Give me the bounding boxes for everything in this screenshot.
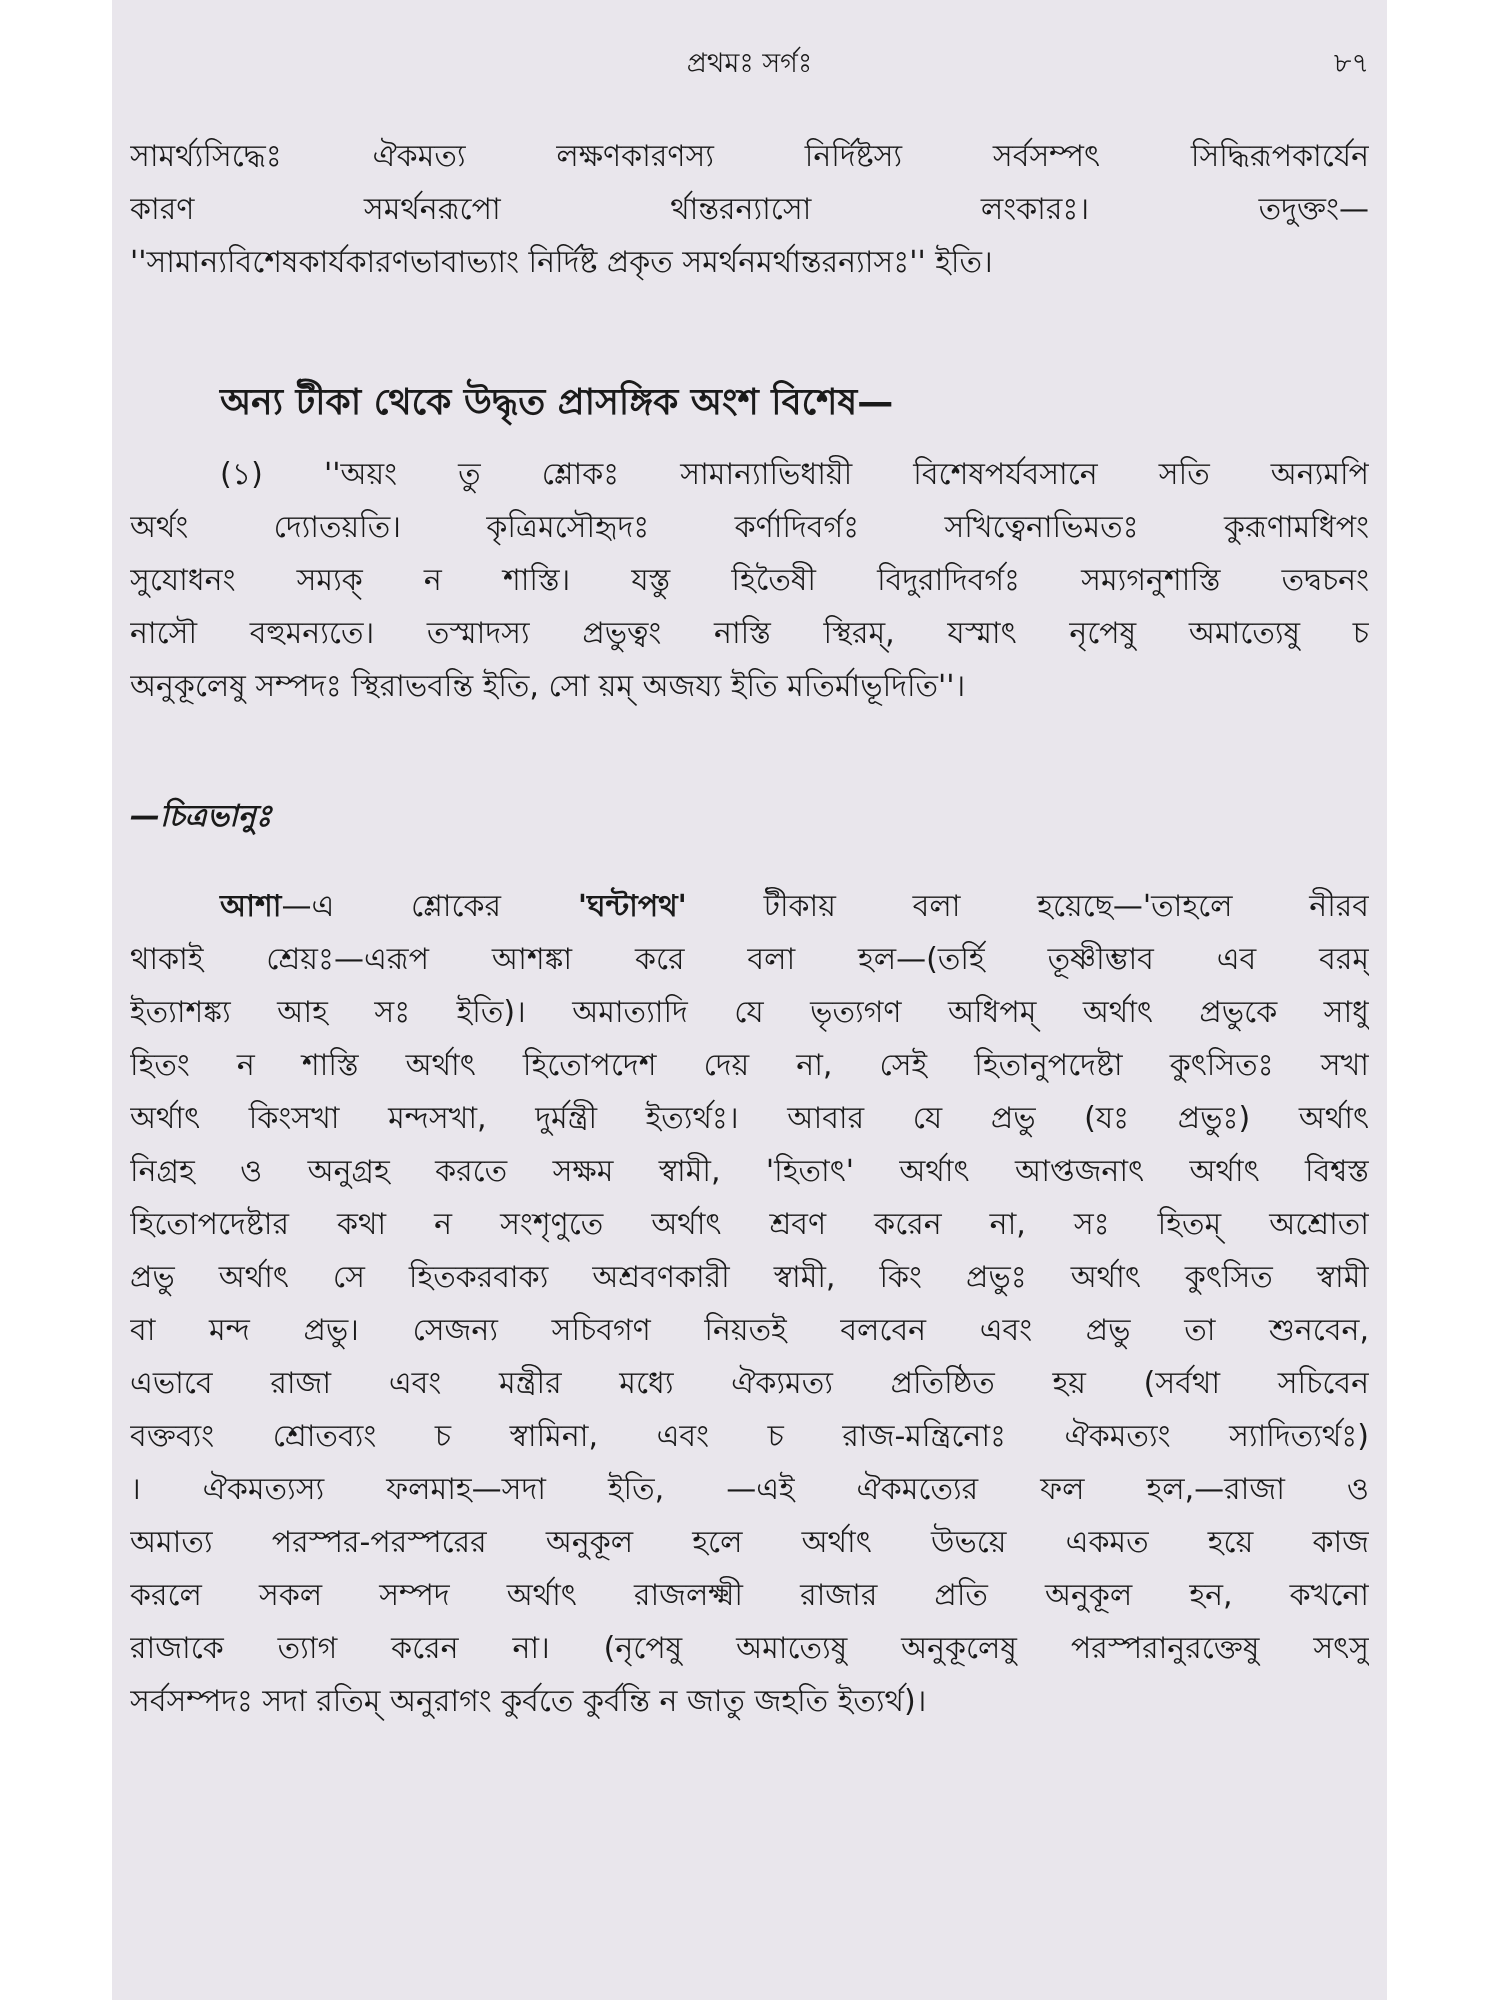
- text-line: কারণ সমর্থনরূপো র্থান্তরন্যাসো লংকারঃ। তদুক্তং—: [130, 192, 1369, 227]
- lead-term: আশা: [220, 889, 282, 924]
- text-line: । ঐকমত্যস্য ফলমাহ—সদা ইতি, —এই ঐকমত্যের ফল হল,—রাজা ও: [130, 1472, 1369, 1507]
- text-line: সামর্থ্যসিদ্ধেঃ ঐকমত্য লক্ষণকারণস্য নির্দিষ্টস্য সর্বসম্পৎ সিদ্ধিরূপকার্যেন: [130, 139, 1369, 174]
- text-line: নাসৌ বহুমন্যতে। তস্মাদস্য প্রভুত্বং নাস্তি স্থিরম্, যস্মাৎ নৃপেষু অমাত্যেষু চ: [130, 616, 1369, 651]
- text-line: [130, 880, 1369, 933]
- text-line: নিগ্রহ ও অনুগ্রহ করতে সক্ষম স্বামী, 'হিতাৎ' অর্থাৎ আপ্তজনাৎ অর্থাৎ বিশ্বস্ত: [130, 1154, 1369, 1189]
- text-line: ইত্যাশঙ্ক্য আহ সঃ ইতি)। অমাত্যাদি যে ভৃত্যগণ অধিপম্ অর্থাৎ প্রভুকে সাধু: [130, 995, 1369, 1030]
- text-line: সর্বসম্পদঃ সদা রতিম্ অনুরাগং কুর্বতে কুর্বন্তি ন জাতু জহতি ইত্যর্থ)।: [130, 1684, 927, 1719]
- text-line: হিতোপদেষ্টার কথা ন সংশৃণুতে অর্থাৎ শ্রবণ করেন না, সঃ হিতম্ অশ্রোতা: [130, 1207, 1369, 1242]
- text-line: সুযোধনং সম্যক্ ন শাস্তি। যস্তু হিতৈষী বিদুরাদিবর্গঃ সম্যগনুশাস্তি তদ্বচনং: [130, 563, 1369, 598]
- paragraph-quoted-commentary: [130, 448, 1369, 713]
- paragraph-sanskrit-commentary: [130, 130, 1369, 289]
- text-line: ''সামান্যবিশেষকার্যকারণভাবাভ্যাং নির্দিষ্ট প্রকৃত সমর্থনমর্থান্তরন্যাসঃ'' ইতি।: [130, 245, 993, 280]
- lead-text: —এ শ্লোকের: [281, 889, 578, 924]
- section-heading: অন্য টীকা থেকে উদ্ধৃত প্রাসঙ্গিক অংশ বিশেষ—: [220, 382, 894, 423]
- text-line: অনুকূলেষু সম্পদঃ স্থিরাভবন্তি ইতি, সো য়ম্ অজয্য ইতি মতির্মাভূদিতি''।: [130, 669, 966, 704]
- quoted-source: 'ঘন্টাপথ': [577, 889, 687, 924]
- text-line: করলে সকল সম্পদ অর্থাৎ রাজলক্ষ্মী রাজার প্রতি অনুকূল হন, কখনো: [130, 1578, 1369, 1613]
- page-header: [130, 42, 1369, 86]
- page-number: ৮৭: [1333, 48, 1369, 79]
- text-line: (১) ''অয়ং তু শ্লোকঃ সামান্যাভিধায়ী বিশেষপর্যবসানে সতি অন্যমপি: [220, 457, 1369, 492]
- running-head: প্রথমঃ সর্গঃ: [686, 48, 813, 79]
- text-line: বা মন্দ প্রভু। সেজন্য সচিবগণ নিয়তই বলবেন এবং প্রভু তা শুনবেন,: [130, 1313, 1369, 1348]
- book-page: [112, 0, 1387, 2000]
- text-line: রাজাকে ত্যাগ করেন না। (নৃপেষু অমাত্যেষু অনুকূলেষু পরস্পরানুরক্তেষু সৎসু: [130, 1631, 1369, 1666]
- text-line: হিতং ন শাস্তি অর্থাৎ হিতোপদেশ দেয় না, সেই হিতানুপদেষ্টা কুৎসিতঃ সখা: [130, 1048, 1369, 1083]
- text-line: এভাবে রাজা এবং মন্ত্রীর মধ্যে ঐক্যমত্য প্রতিষ্ঠিত হয় (সর্বথা সচিবেন: [130, 1366, 1369, 1401]
- text-line: প্রভু অর্থাৎ সে হিতকরবাক্য অশ্রবণকারী স্বামী, কিং প্রভুঃ অর্থাৎ কুৎসিত স্বামী: [130, 1260, 1369, 1295]
- attribution: —চিত্রভানুঃ: [130, 799, 272, 834]
- text-line: অর্থাৎ কিংসখা মন্দসখা, দুর্মন্ত্রী ইত্যর্থঃ। আবার যে প্রভু (যঃ প্রভুঃ) অর্থাৎ: [130, 1101, 1369, 1136]
- text-line: অমাত্য পরস্পর-পরস্পরের অনুকূল হলে অর্থাৎ উভয়ে একমত হয়ে কাজ: [130, 1525, 1369, 1560]
- text-line: বক্তব্যং শ্রোতব্যং চ স্বামিনা, এবং চ রাজ-মন্ত্রিনোঃ ঐকমত্যং স্যাদিত্যর্থঃ): [130, 1419, 1369, 1454]
- text-line: থাকাই শ্রেয়ঃ—এরূপ আশঙ্কা করে বলা হল—(তর্হি তূষ্ণীম্ভাব এব বরম্: [130, 942, 1369, 977]
- paragraph-asha-commentary: [130, 880, 1369, 1728]
- first-line-rest: টীকায় বলা হয়েছে—'তাহলে নীরব: [686, 889, 1369, 924]
- text-line: অর্থং দ্যোতয়তি। কৃত্রিমসৌহৃদঃ কর্ণাদিবর্গঃ সখিত্বেনাভিমতঃ কুরূণামধিপং: [130, 510, 1369, 545]
